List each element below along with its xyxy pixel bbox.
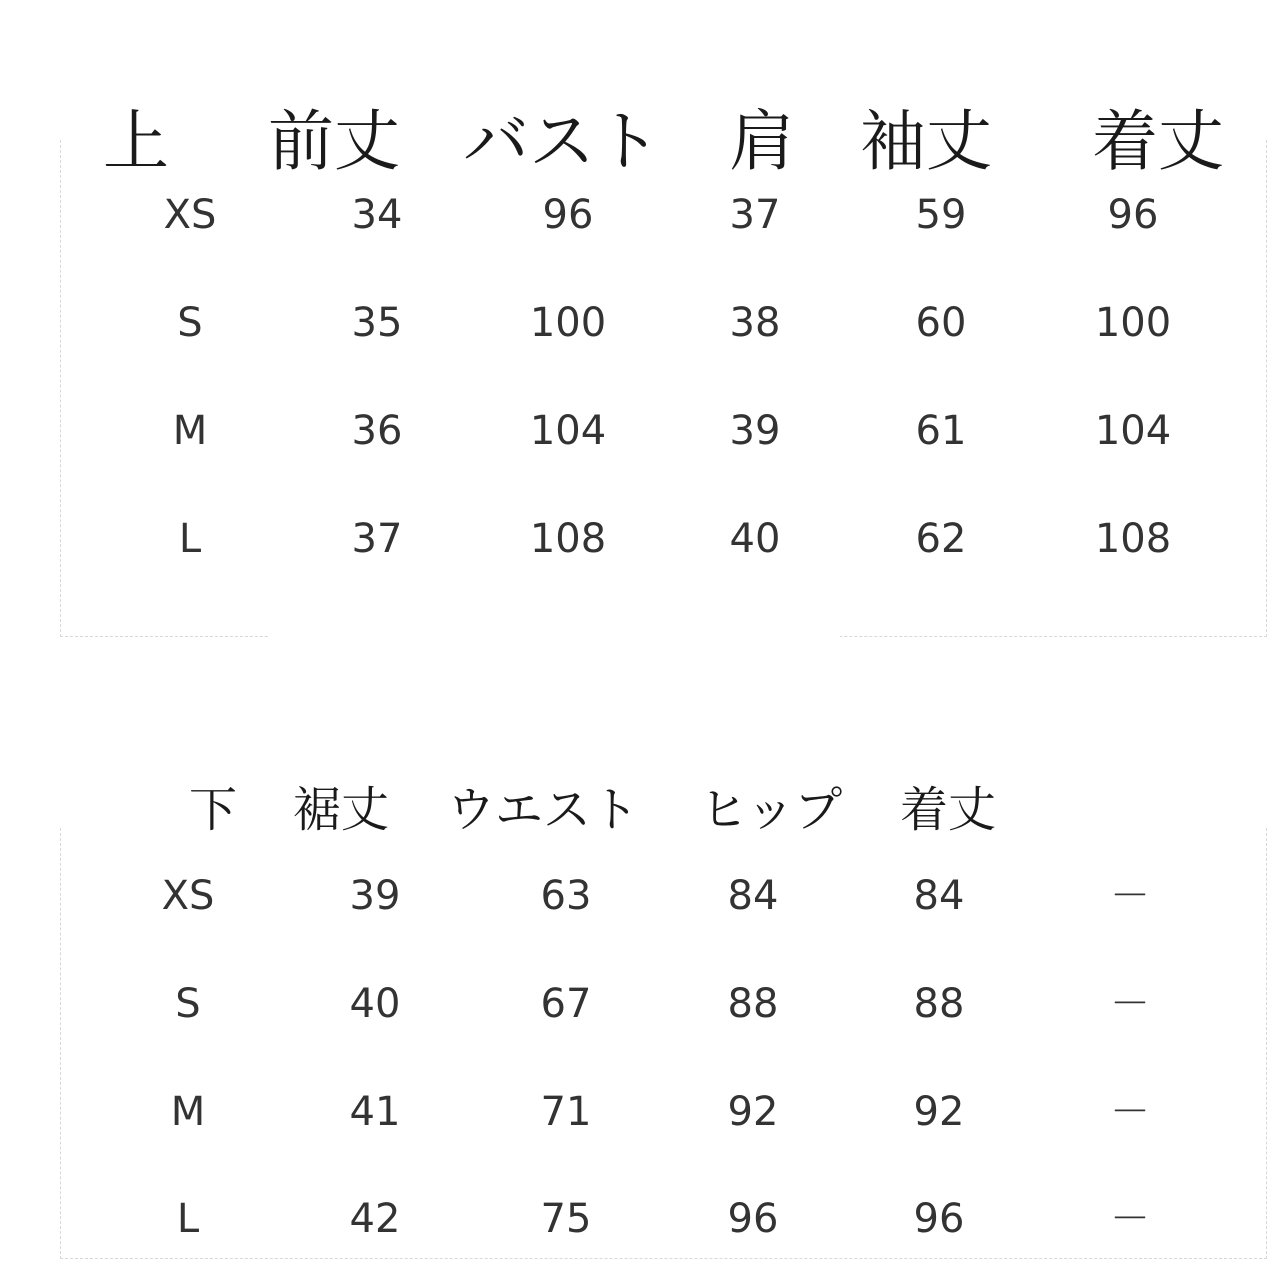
bottoms-header-waist: ウエスト (446, 782, 640, 838)
table-cell: 84 (913, 873, 965, 919)
size-label: S (177, 300, 203, 346)
size-label: XS (161, 873, 215, 919)
size-label: S (175, 981, 201, 1027)
table-cell: － (1110, 1089, 1150, 1135)
table-cell: 92 (913, 1089, 965, 1135)
table-cell: 42 (349, 1196, 401, 1242)
table-cell: 100 (1094, 300, 1172, 346)
bottoms-header-hip: ヒップ (699, 782, 843, 838)
size-label: XS (163, 192, 217, 238)
table-cell: 96 (727, 1196, 779, 1242)
table-cell: － (1110, 981, 1150, 1027)
tops-section-label: 上 (103, 103, 169, 180)
size-label: L (176, 1196, 200, 1242)
frame-gap (270, 633, 840, 637)
table-cell: 40 (729, 516, 781, 562)
tops-header-total-length: 着丈 (1092, 103, 1224, 180)
table-cell: 96 (913, 1196, 965, 1242)
tops-table-frame (60, 140, 1267, 637)
table-cell: 36 (351, 408, 403, 454)
table-cell: 84 (727, 873, 779, 919)
table-cell: 35 (351, 300, 403, 346)
bottoms-header-total-length: 着丈 (899, 782, 997, 838)
size-label: L (178, 516, 202, 562)
table-cell: 37 (351, 516, 403, 562)
tops-header-sleeve-length: 袖丈 (860, 103, 992, 180)
table-cell: 38 (729, 300, 781, 346)
size-label: M (172, 408, 208, 454)
table-cell: 37 (729, 192, 781, 238)
table-cell: 61 (915, 408, 967, 454)
table-cell: 34 (351, 192, 403, 238)
bottoms-table-frame (60, 828, 1267, 1259)
table-cell: 71 (540, 1089, 592, 1135)
table-cell: 41 (349, 1089, 401, 1135)
table-cell: － (1110, 873, 1150, 919)
table-cell: 62 (915, 516, 967, 562)
tops-header-bust: バスト (463, 103, 661, 180)
tops-header-front-length: 前丈 (268, 103, 400, 180)
table-cell: 67 (540, 981, 592, 1027)
bottoms-header-hem-length: 裾丈 (292, 782, 390, 838)
table-cell: 75 (540, 1196, 592, 1242)
table-cell: 96 (1107, 192, 1159, 238)
table-cell: 108 (529, 516, 607, 562)
table-cell: 60 (915, 300, 967, 346)
table-cell: 92 (727, 1089, 779, 1135)
bottoms-section-label: 下 (188, 782, 238, 838)
table-cell: 40 (349, 981, 401, 1027)
table-cell: 63 (540, 873, 592, 919)
size-label: M (170, 1089, 206, 1135)
tops-header-shoulder: 肩 (729, 103, 795, 180)
table-cell: 39 (349, 873, 401, 919)
table-cell: 88 (727, 981, 779, 1027)
table-cell: 39 (729, 408, 781, 454)
table-cell: 100 (529, 300, 607, 346)
table-cell: 104 (1094, 408, 1172, 454)
table-cell: 108 (1094, 516, 1172, 562)
table-cell: 88 (913, 981, 965, 1027)
table-cell: 59 (915, 192, 967, 238)
table-cell: 96 (542, 192, 594, 238)
table-cell: － (1110, 1196, 1150, 1242)
table-cell: 104 (529, 408, 607, 454)
